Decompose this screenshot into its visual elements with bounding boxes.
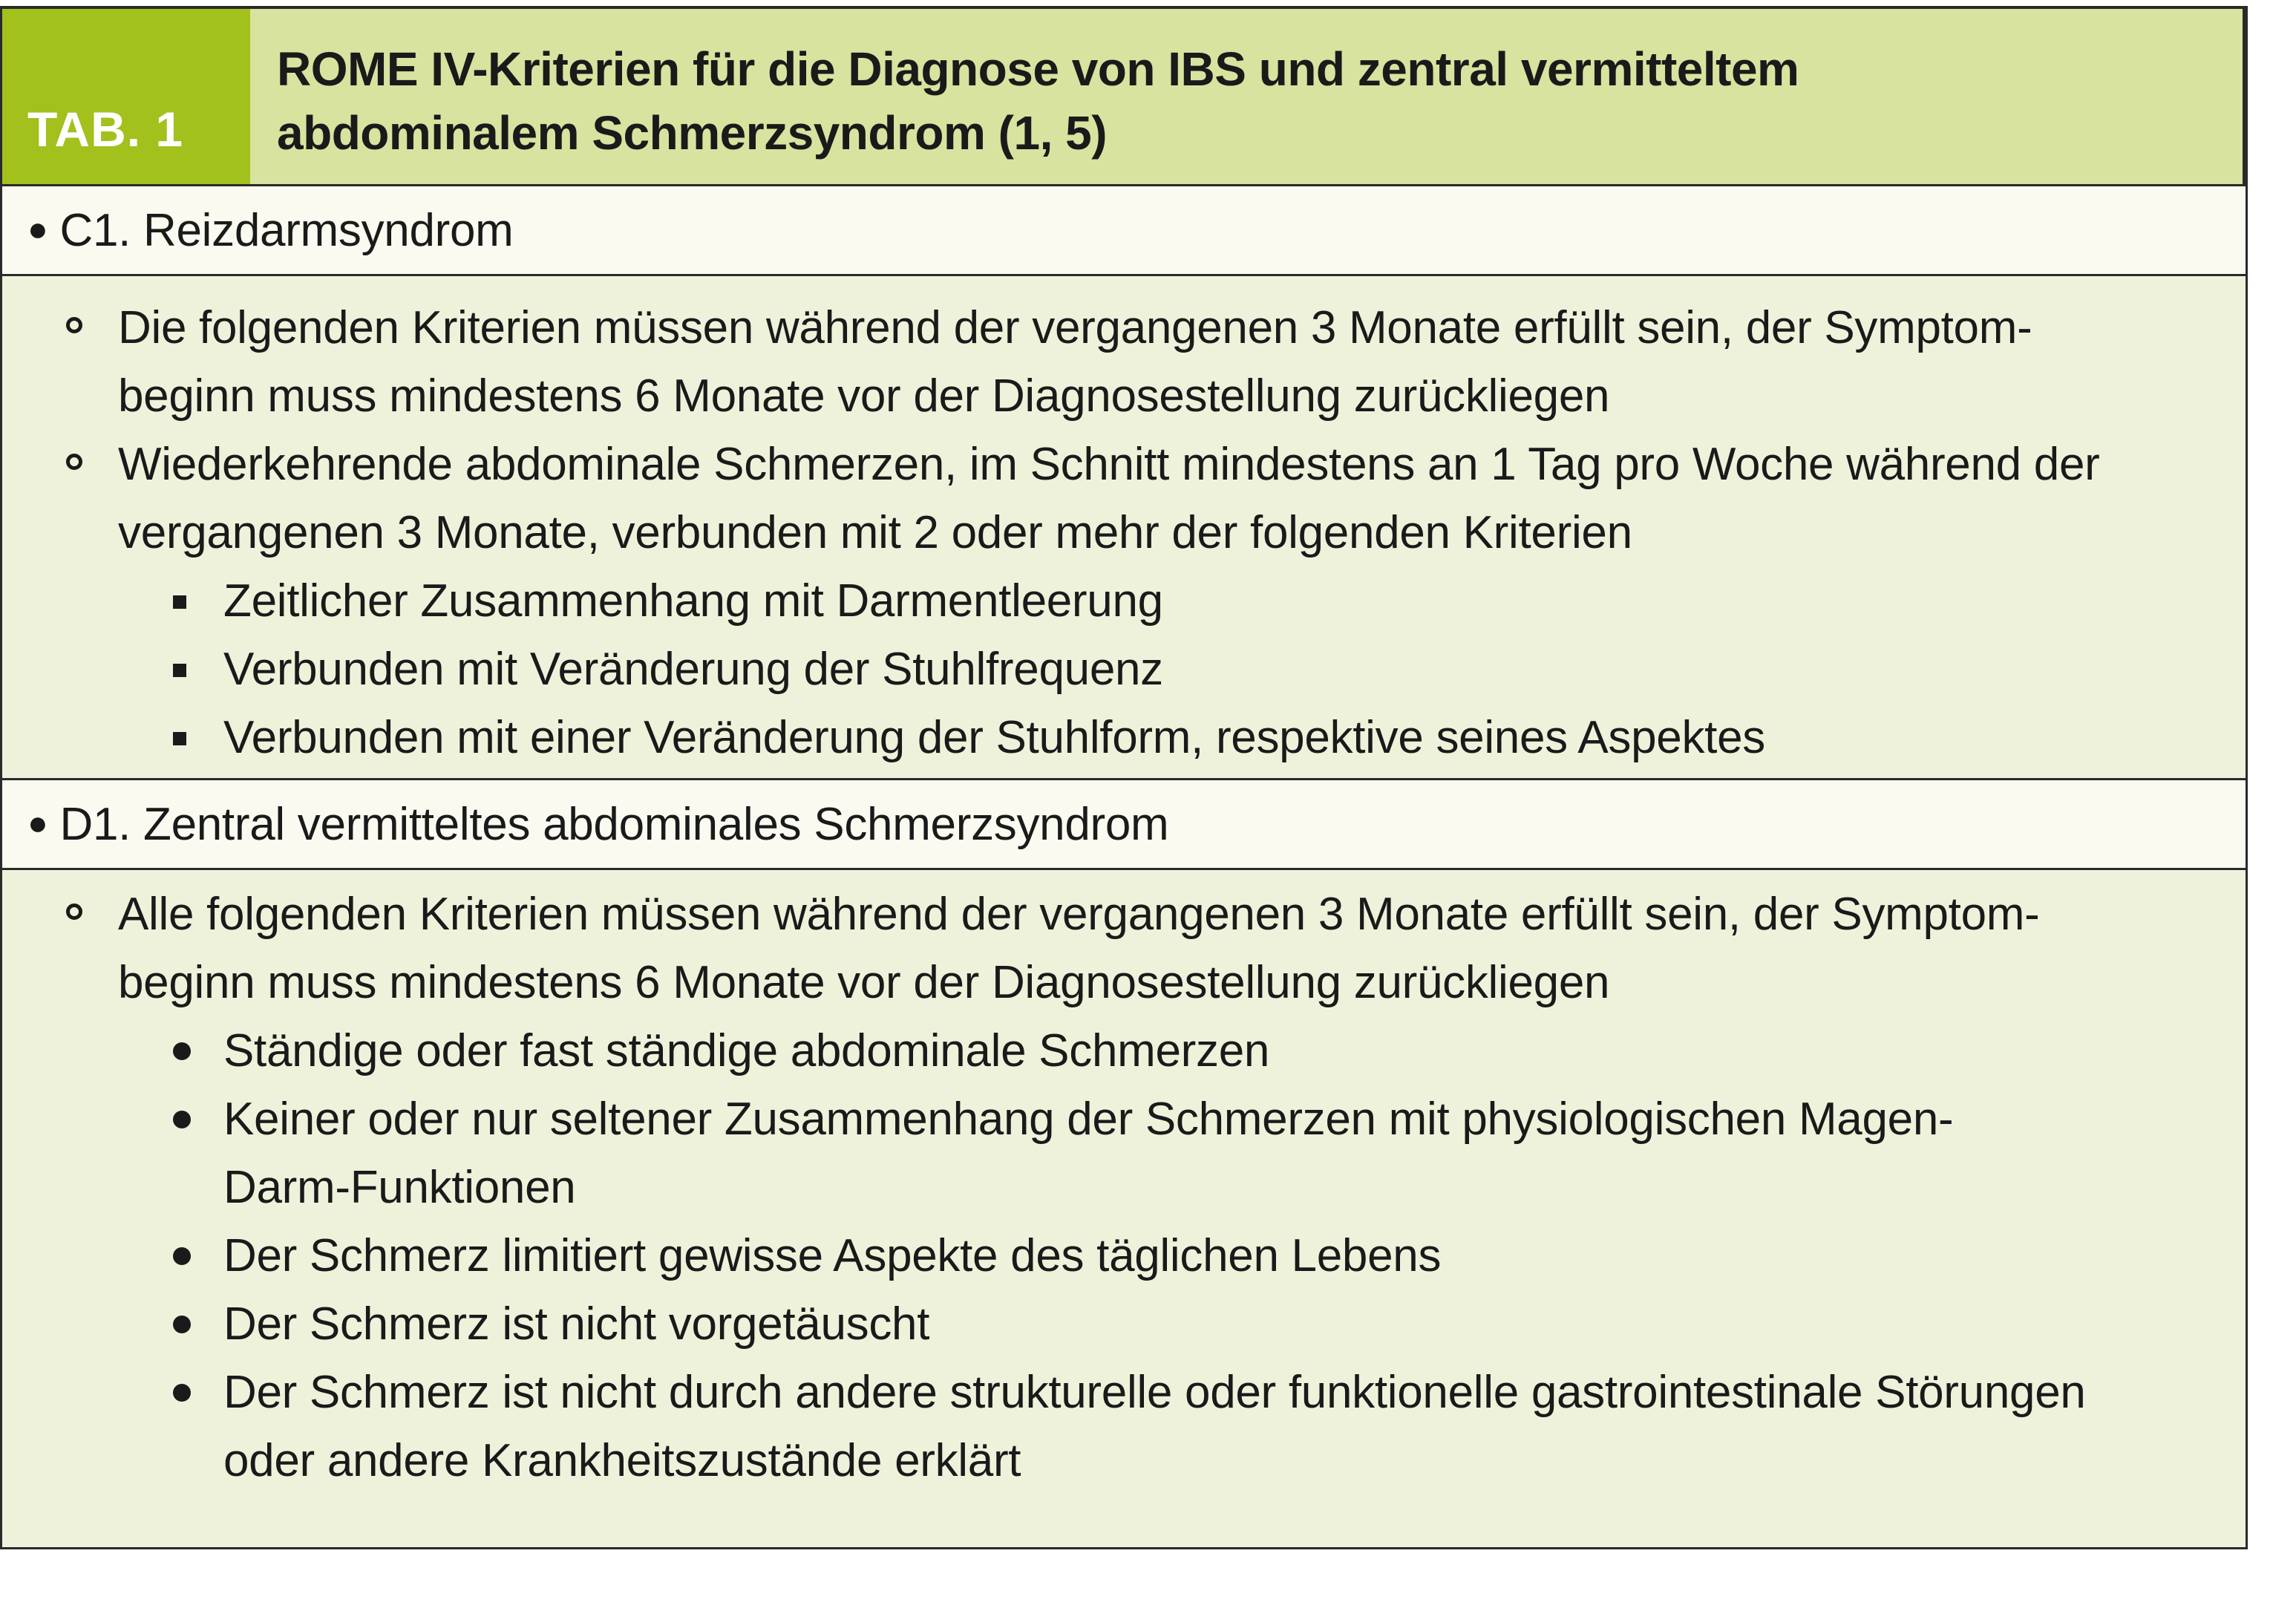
sub-list-item [2, 567, 2246, 635]
sub-list-item-text: oder andere Krankheitszustände erklärt [223, 1435, 1021, 1486]
sub-list-item [2, 635, 2246, 704]
sub-list-item [2, 1017, 2246, 1085]
ring-bullet-icon [66, 903, 82, 920]
list-item [2, 294, 2246, 431]
disc-bullet-icon [173, 1042, 191, 1060]
sub-list-item [2, 1085, 2246, 1222]
sub-list-item-text: Verbunden mit Veränderung der Stuhlfrequenz [223, 644, 1163, 695]
table-title-line-2: abdominalem Schmerzsyndrom (1, 5) [277, 106, 1108, 160]
disc-bullet-icon [173, 1384, 191, 1402]
list-item-text: Alle folgenden Kriterien müssen während der vergangenen 3 Monate erfüllt sein, der Symptom- [118, 889, 2040, 940]
sub-list-item-text: Keiner oder nur seltener Zusammenhang der Schmerzen mit physiologischen Magen- [223, 1094, 1954, 1145]
sub-list-item-text: Ständige oder fast ständige abdominale Schmerzen [223, 1025, 1270, 1076]
list-item-text: vergangenen 3 Monate, verbunden mit 2 oder mehr der folgenden Kriterien [118, 507, 1632, 558]
table-title [250, 9, 2246, 184]
sub-list-item [2, 1359, 2246, 1495]
square-bullet-icon [173, 664, 186, 677]
criteria-table [0, 6, 2248, 1549]
table-number-label: TAB. 1 [2, 9, 250, 184]
section-heading-d1-text: D1. Zentral vermitteltes abdominales Schmerzsyndrom [59, 798, 1169, 850]
sub-list-item [2, 1222, 2246, 1290]
square-bullet-icon [173, 732, 186, 745]
list-item-text: beginn muss mindestens 6 Monate vor der Diagnosestellung zurückliegen [118, 370, 1610, 422]
list-item [2, 880, 2246, 1017]
section-heading-c1 [2, 184, 2246, 276]
section-body-d1 [2, 870, 2246, 1547]
sub-list-item-text: Verbunden mit einer Veränderung der Stuhlform, respektive seines Aspektes [223, 712, 1765, 763]
disc-bullet-icon [173, 1316, 191, 1333]
ring-bullet-icon [66, 317, 82, 333]
section-heading-c1-text: C1. Reizdarmsyndrom [59, 204, 514, 256]
bullet-dot-icon: ● [27, 209, 48, 248]
list-item-text: Wiederkehrende abdominale Schmerzen, im Schnitt mindestens an 1 Tag pro Woche während der [118, 439, 2100, 490]
disc-bullet-icon [173, 1247, 191, 1265]
sub-list-item [2, 1290, 2246, 1359]
list-item-text: beginn muss mindestens 6 Monate vor der Diagnosestellung zurückliegen [118, 957, 1610, 1008]
bullet-dot-icon: ● [27, 803, 48, 842]
list-item [2, 431, 2246, 567]
table-title-line-1: ROME IV-Kriterien für die Diagnose von IBS und zentral vermitteltem [277, 42, 1799, 96]
sub-list-item-text: Zeitlicher Zusammenhang mit Darmentleerung [223, 575, 1163, 627]
list-item-text: Die folgenden Kriterien müssen während der vergangenen 3 Monate erfüllt sein, der Symptom- [118, 302, 2032, 353]
sub-list-item [2, 704, 2246, 772]
section-heading-d1 [2, 778, 2246, 870]
ring-bullet-icon [66, 454, 82, 470]
sub-list-item-text: Der Schmerz ist nicht vorgetäuscht [223, 1298, 930, 1350]
sub-list-item-text: Der Schmerz limitiert gewisse Aspekte des täglichen Lebens [223, 1230, 1442, 1281]
square-bullet-icon [173, 595, 186, 609]
sub-list-item-text: Der Schmerz ist nicht durch andere strukturelle oder funktionelle gastrointestinale Störungen [223, 1367, 2086, 1418]
section-body-c1 [2, 276, 2246, 778]
sub-list-item-text: Darm-Funktionen [223, 1162, 576, 1213]
table-header [2, 6, 2246, 184]
disc-bullet-icon [173, 1111, 191, 1128]
